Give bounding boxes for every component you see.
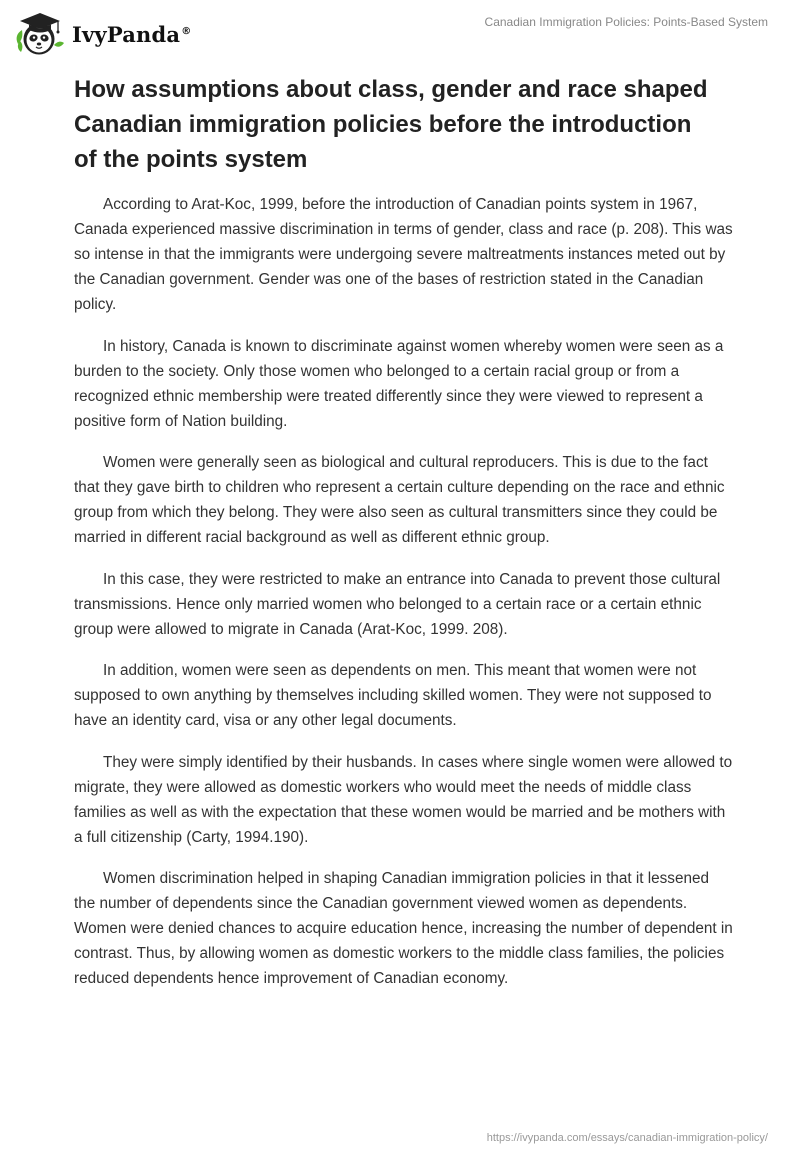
paragraph: In this case, they were restricted to make an entrance into Canada to prevent those cultural transmissions. Hence only married women who belonged to a certain race or a certain ethnic group were allowed to migrate in Canada (Arat-Koc, 1999. 208). bbox=[74, 570, 721, 638]
paragraph: They were simply identified by their husbands. In cases where single women were allowed to migrate, they were allowed as domestic workers who would meet the needs of middle class families as well as with the expectation that these women would be married and be mothers with a full citizenship (Carty, 1994.190). bbox=[74, 753, 733, 846]
paragraph: According to Arat-Koc, 1999, before the introduction of Canadian points system in 1967, Canada experienced massive discrimination in terms of gender, class and race (p. 208). This was so intense in that the immigrants were undergoing severe maltreatments instances meted out by the Canadian government. Gender was one of the bases of restriction stated in the Canadian policy. bbox=[74, 196, 733, 313]
panda-graduation-cap-icon bbox=[14, 8, 66, 58]
paragraph: Women discrimination helped in shaping Canadian immigration policies in that it lessened the number of dependents since the Canadian government viewed women as dependents. Women were denied chances to acquire education hence, increasing the number of dependent in contrast. Thus, by allowing women as domestic workers to the middle class families, the policies reduced dependents hence improvement of Canadian economy. bbox=[74, 870, 733, 987]
article-body bbox=[74, 192, 734, 1008]
source-url-link[interactable]: https://ivypanda.com/essays/canadian-immigration-policy/ bbox=[486, 1132, 768, 1144]
paragraph: Women were generally seen as biological and cultural reproducers. This is due to the fact that they gave birth to children who represent a certain culture depending on the race and ethnic group from which they belong. They were also seen as cultural transmitters since they could be married in different racial background as well as different ethnic group. bbox=[74, 454, 725, 546]
registered-mark: ® bbox=[181, 25, 192, 37]
brand-name: IvyPanda® bbox=[72, 21, 192, 47]
page-header bbox=[0, 0, 800, 70]
document-title: Canadian Immigration Policies: Points-Based System bbox=[484, 15, 768, 29]
paragraph: In addition, women were seen as dependents on men. This meant that women were not supposed to own anything by themselves including skilled women. They were not supposed to have an identity card, visa or any other legal documents. bbox=[74, 662, 712, 729]
article-title: How assumptions about class, gender and race shaped Canadian immigration policies before the introduction of the points system bbox=[74, 76, 708, 173]
ivypanda-logo[interactable] bbox=[14, 8, 191, 58]
paragraph: In history, Canada is known to discriminate against women whereby women were seen as a burden to the society. Only those women who belonged to a certain racial group or from a recognized ethnic membership were treated differently since they were viewed to represent a positive form of Nation building. bbox=[74, 337, 724, 430]
